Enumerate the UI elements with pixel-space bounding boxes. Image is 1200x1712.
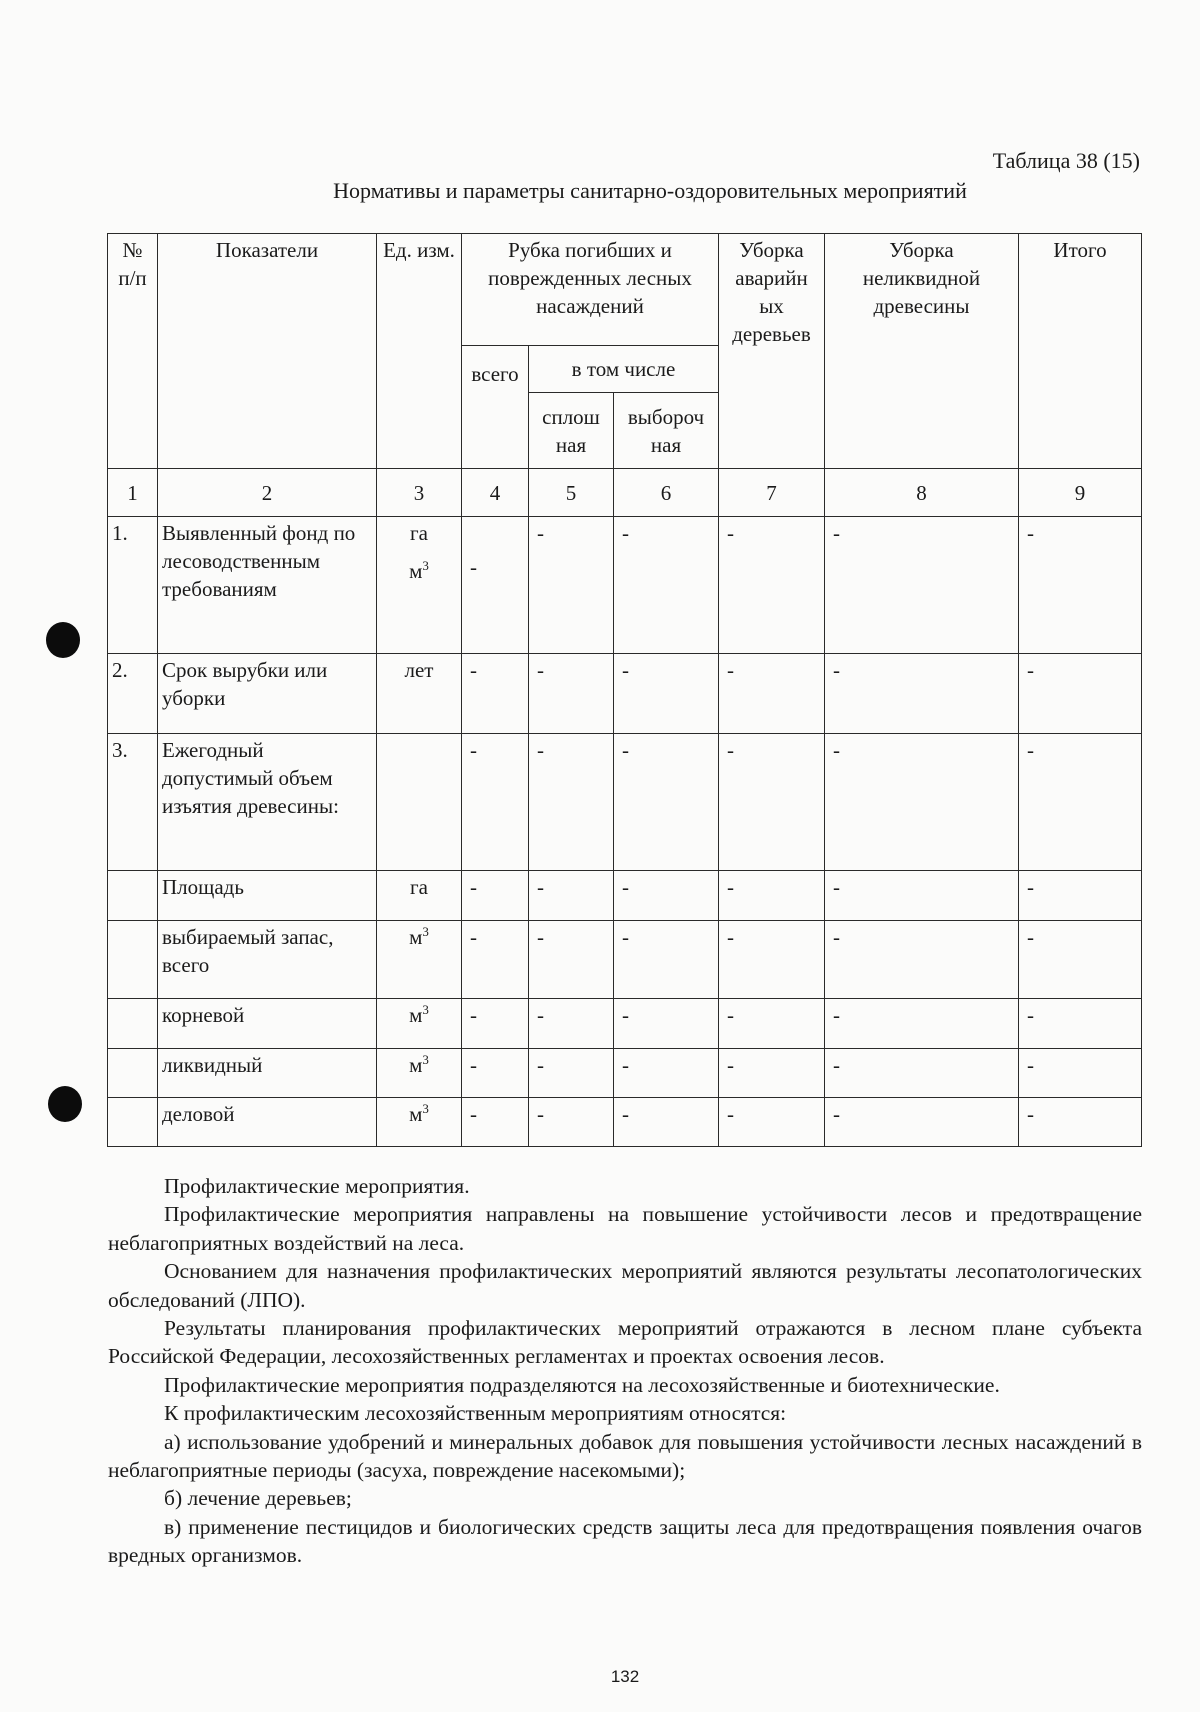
page-number: 132 <box>610 1667 640 1686</box>
cell-dash: - <box>529 654 614 734</box>
cell-dash: - <box>462 1098 529 1147</box>
row-unit <box>377 921 462 999</box>
norms-table <box>107 233 1142 1147</box>
cell-dash: - <box>462 1049 529 1098</box>
cell-dash: - <box>614 999 719 1049</box>
cell-dash: - <box>1019 654 1142 734</box>
cell-dash: - <box>529 1049 614 1098</box>
unit-superscript: 3 <box>422 558 429 573</box>
cell-dash: - <box>614 1098 719 1147</box>
paragraph: в) применение пестицидов и биологических средств защиты леса для предотвращения появления очагов вредных организмов. <box>108 1514 1142 1568</box>
cell-dash: - <box>1019 921 1142 999</box>
table-row <box>108 871 1142 921</box>
cell-dash: - <box>529 1098 614 1147</box>
cell-dash: - <box>1019 517 1142 654</box>
cell-dash: - <box>719 1049 825 1098</box>
cell-dash: - <box>825 999 1019 1049</box>
cell-dash: - <box>825 1049 1019 1098</box>
row-name: выбираемый запас, всего <box>158 921 377 999</box>
cell-dash: - <box>529 734 614 871</box>
cell-dash: - <box>825 734 1019 871</box>
table-caption: Таблица 38 (15) <box>992 148 1140 173</box>
cell-dash: - <box>1019 1098 1142 1147</box>
row-num <box>108 1098 158 1147</box>
unit-m: м <box>409 559 423 583</box>
cell-dash: - <box>462 999 529 1049</box>
cell-dash: - <box>719 734 825 871</box>
unit-m: м <box>409 1053 423 1077</box>
unit-superscript: 3 <box>422 1002 429 1017</box>
paragraph: Профилактические мероприятия направлены на повышение устойчивости лесов и предотвращение неблагоприятных воздействий на леса. <box>108 1202 1142 1255</box>
paragraph: Результаты планирования профилактических мероприятий отражаются в лесном плане субъекта Российской Федерации, лесохозяйственных регламентах и проектах освоения лесов. <box>108 1316 1142 1369</box>
row-name: Ежегодный допустимый объем изъятия древесины: <box>158 734 377 871</box>
unit-ha: га <box>410 521 428 545</box>
row-name: деловой <box>158 1098 377 1147</box>
table-row <box>108 1049 1142 1098</box>
row-name: корневой <box>158 999 377 1049</box>
row-unit <box>377 517 462 654</box>
row-num <box>108 999 158 1049</box>
cell-dash: - <box>462 734 529 871</box>
paragraph: Основанием для назначения профилактических мероприятий являются результаты лесопатологических обследований (ЛПО). <box>108 1259 1142 1312</box>
cell-dash: - <box>529 871 614 921</box>
col-number: 6 <box>614 469 719 517</box>
cell-dash: - <box>1019 871 1142 921</box>
row-name: ликвидный <box>158 1049 377 1098</box>
table-title: Нормативы и параметры санитарно-оздоровительных мероприятий <box>333 178 967 203</box>
unit-m: м <box>409 925 423 949</box>
row-num: 2. <box>108 654 158 734</box>
punch-hole-bottom <box>48 1086 82 1122</box>
cell-dash: - <box>719 1098 825 1147</box>
table-row <box>108 654 1142 734</box>
cell-dash: - <box>462 921 529 999</box>
cell-dash: - <box>614 921 719 999</box>
row-unit: лет <box>377 654 462 734</box>
unit-superscript: 3 <box>422 1052 429 1067</box>
cell-dash: - <box>825 1098 1019 1147</box>
unit-superscript: 3 <box>422 924 429 939</box>
col-number: 8 <box>825 469 1019 517</box>
col-number: 9 <box>1019 469 1142 517</box>
cell-dash: - <box>825 517 1019 654</box>
header-indicator: Показатели <box>158 234 377 469</box>
row-name: Площадь <box>158 871 377 921</box>
header-num: № п/п <box>108 234 158 469</box>
header-including: в том числе <box>529 346 719 393</box>
cell-dash: - <box>614 871 719 921</box>
table-row <box>108 1098 1142 1147</box>
header-total: всего <box>462 346 529 469</box>
cell-dash: - <box>614 734 719 871</box>
cell-dash: - <box>462 654 529 734</box>
header-clear: сплош ная <box>529 393 614 469</box>
paragraph: Профилактические мероприятия подразделяются на лесохозяйственные и биотехнические. <box>164 1372 1000 1397</box>
table-row <box>108 999 1142 1049</box>
header-unit: Ед. изм. <box>377 234 462 469</box>
cell-dash: - <box>719 517 825 654</box>
row-num <box>108 1049 158 1098</box>
paragraph: К профилактическим лесохозяйственным мероприятиям относятся: <box>164 1401 787 1426</box>
row-unit <box>377 1098 462 1147</box>
cell-dash: - <box>719 921 825 999</box>
cell-dash: - <box>529 517 614 654</box>
col-number: 3 <box>377 469 462 517</box>
cell-dash: - <box>1019 999 1142 1049</box>
col-number: 5 <box>529 469 614 517</box>
col-number: 4 <box>462 469 529 517</box>
table-row <box>108 921 1142 999</box>
unit-m: м <box>409 1102 423 1126</box>
table-row <box>108 517 1142 654</box>
cell-dash: - <box>1019 1049 1142 1098</box>
cell-dash: - <box>462 517 529 654</box>
cell-dash: - <box>614 654 719 734</box>
col-number: 2 <box>158 469 377 517</box>
row-name: Срок вырубки или уборки <box>158 654 377 734</box>
row-num <box>108 871 158 921</box>
row-unit <box>377 999 462 1049</box>
unit-m: м <box>409 1003 423 1027</box>
row-name: Выявленный фонд по лесоводственным требованиям <box>158 517 377 654</box>
cell-dash: - <box>719 999 825 1049</box>
row-unit <box>377 1049 462 1098</box>
table-row <box>108 734 1142 871</box>
row-num <box>108 921 158 999</box>
cell-dash: - <box>529 921 614 999</box>
col-number: 7 <box>719 469 825 517</box>
cell-dash: - <box>825 921 1019 999</box>
cell-dash: - <box>719 654 825 734</box>
row-num: 3. <box>108 734 158 871</box>
row-unit: га <box>377 871 462 921</box>
cell-dash: - <box>719 871 825 921</box>
header-illiquid: Уборка неликвидной древесины <box>825 234 1019 469</box>
row-num: 1. <box>108 517 158 654</box>
header-selective: выбороч ная <box>614 393 719 469</box>
punch-hole-top <box>46 622 80 658</box>
paragraph: Профилактические мероприятия. <box>164 1174 470 1198</box>
paragraph: а) использование удобрений и минеральных добавок для повышения устойчивости лесных насаждений в неблагоприятные периоды (засуха, повреждение насекомыми); <box>108 1429 1142 1483</box>
col-number: 1 <box>108 469 158 517</box>
cell-dash: - <box>614 1049 719 1098</box>
cell-dash: - <box>614 517 719 654</box>
cell-dash: - <box>1019 734 1142 871</box>
cell-dash: - <box>825 871 1019 921</box>
row-unit <box>377 734 462 871</box>
header-itogo: Итого <box>1019 234 1142 469</box>
cell-dash: - <box>825 654 1019 734</box>
header-emergency: Уборка аварийн ых деревьев <box>719 234 825 469</box>
cell-dash: - <box>529 999 614 1049</box>
header-felling: Рубка погибших и поврежденных лесных насаждений <box>462 234 719 346</box>
paragraph: б) лечение деревьев; <box>164 1486 352 1511</box>
unit-superscript: 3 <box>422 1101 429 1116</box>
cell-dash: - <box>462 871 529 921</box>
body-text <box>108 1172 1142 1570</box>
